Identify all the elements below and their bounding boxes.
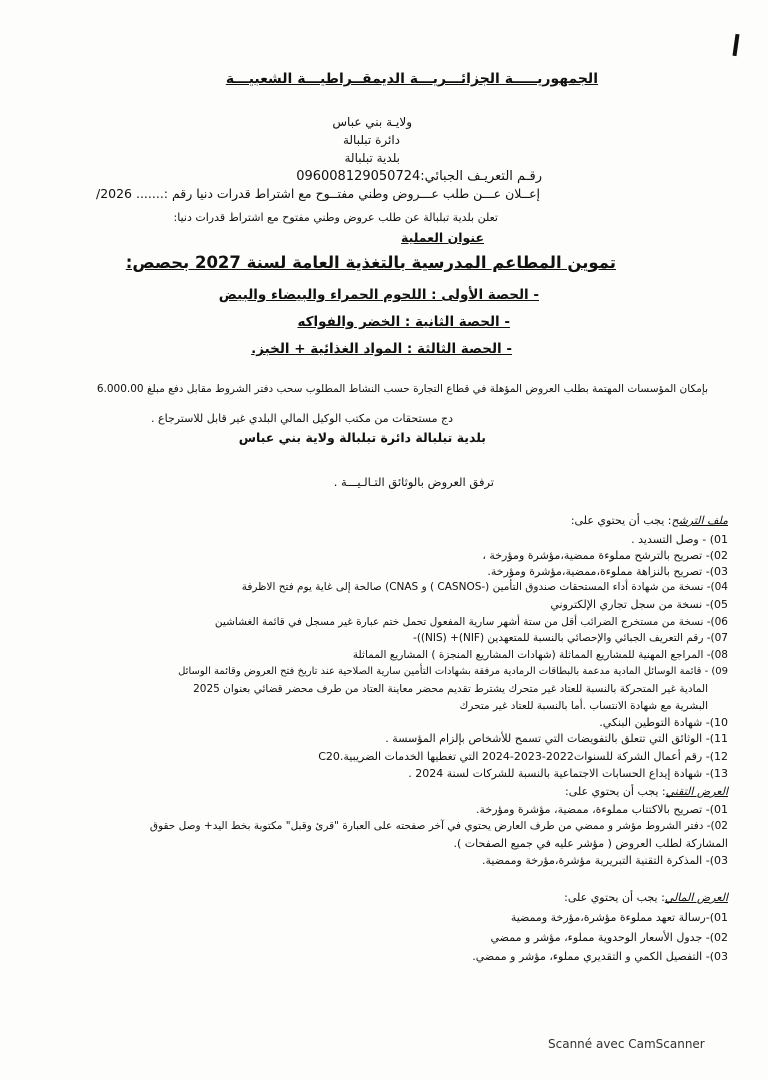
corner-pen-mark [732,34,739,56]
daira-line: دائرة تبلبالة [342,133,400,147]
financial-item-03: 03)- التفصيل الكمي و التقديري مملوء، مؤشر و ممضي. [472,950,728,963]
candidacy-item-01: 01) - وصل التسديد . [631,533,728,546]
candidacy-item-04: 04)- نسخة من شهادة أداء المستحقات صندوق التأمين (-CASNOS ) و CNAS) صالحة إلى غاية يوم فتح الاظرفة [241,581,728,593]
wilaya-line: ولايـة بني عباس [332,115,412,129]
candidacy-item-13: 13)- شهادة إيداع الحسابات الاجتماعية بالنسبة للشركات لسنة 2024 . [408,767,728,780]
conditions-line-1: بإمكان المؤسسات المهتمة بطلب العروض المؤهلة في قطاع التجارة حسب النشاط المطلوب سحب دفتر الشروط مقابل دفع مبلغ 6.000.00 [96,383,708,395]
candidacy-item-09-cont-2: البشرية مع شهادة الانتساب .أما بالنسبة للعتاد غير متحرك [459,700,708,712]
technical-intro: : يجب أن يحتوي على: [564,785,666,798]
fiscal-id: رقـم التعريـف الجبائي:096008129050724 [296,169,542,184]
technical-item-03: 03)- المذكرة التقنية التبريرية مؤشرة،مؤرخة وممضية. [482,854,728,867]
financial-item-02: 02)- جدول الأسعار الوحدوية مملوء، مؤشر و ممضي [490,931,728,944]
operation-title: تموين المطاعم المدرسية بالتغذية العامة لسنة 2027 بحصص: [125,253,616,272]
candidacy-item-09-cont-1: المادية غير المتحركة بالنسبة للعتاد غير متحرك يشترط تقديم محضر معاينة العتاد من طرف محضر قضائي بعنوان 2025 [193,683,708,695]
candidacy-item-12: 12)- رقم أعمال الشركة للسنوات2022-2023-2024 التي تغطيها الخدمات الضريبية.C20 [318,750,728,763]
financial-heading: العرض المالي [664,891,728,904]
candidacy-header [571,515,728,526]
announcement-body: تعلن بلدية تبلبالة عن طلب عروض وطني مفتوح مع اشتراط قدرات دنيا: [173,211,498,224]
candidacy-item-05: 05)- نسخة من سجل تجاري الإلكتروني [550,598,728,611]
candidacy-intro: : يجب أن يحتوي على: [570,514,672,527]
commune-line: بلدية تبلبالة دائرة تبلبالة ولاية بني عباس [238,430,486,445]
conditions-line-2: دج مستحقات من مكتب الوكيل المالي البلدي غير قابل للاسترجاع . [151,412,453,425]
candidacy-item-09: 09) - قائمة الوسائل المادية مدعمة بالبطاقات الرمادية مرفقة بشهادات التأمين سارية الصلاحية عند تاريخ فتح العروض وقائمة الوسائل [178,666,728,677]
republic-header: الجمهوريـــــة الجزائـــريـــة الديمقــراطيـــة الشعبيـــة [225,71,598,87]
documents-intro: ترفق العروض بالوثائق التـالـيـــة . [333,475,494,489]
lot-2: - الحصة الثانية : الخضر والفواكه [297,314,510,330]
financial-item-01: 01)-رسالة تعهد مملوءة مؤشرة،مؤرخة وممضية [510,911,728,924]
financial-header [564,892,728,903]
technical-item-02: 02)- دفتر الشروط مؤشر و ممضي من طرف العارض يحتوي في آخر صفحته على العبارة "قرئ وقبل" مكتوبة بخط اليد+ وصل حقوق [149,820,728,832]
candidacy-item-03: 03)- تصريح بالنزاهة مملوءة،ممضية،مؤشرة ومؤرخة. [487,565,728,578]
technical-item-01: 01)- تصريح بالاكتتاب مملوءة، ممضية، مؤشرة ومؤرخة. [476,803,728,816]
candidacy-item-08: 08)- المراجع المهنية للمشاريع المماثلة (شهادات المشاريع المنجزة ) المشاريع المماثلة [352,649,728,661]
candidacy-item-11: 11)- الوثائق التي تتعلق بالتفويضات التي تسمح للأشخاص بإلزام المؤسسة . [385,732,728,745]
lot-1: - الحصة الأولى : اللحوم الحمراء والبيضاء والبيض [218,287,539,303]
announcement-title: إعــلان عـــن طلب عـــروض وطني مفتــوح مع اشتراط قدرات دنيا رقم :....... 2026/ [95,186,540,201]
financial-intro: : يجب أن يحتوي على: [564,891,665,904]
technical-heading: العرض التقني [665,785,728,798]
commune-line-header: بلدية تبلبالة [344,151,400,165]
lot-3: - الحصة الثالثة : المواد الغذائية + الخبز. [251,341,512,357]
candidacy-item-06: 06)- نسخة من مستخرج الضرائب أقل من ستة أشهر سارية المفعول تحمل ختم عبارة غير مسجل في قائمة الغشاشين [214,616,728,628]
candidacy-item-10: 10)- شهادة التوطين البنكي. [599,716,728,729]
technical-header [565,786,728,797]
technical-item-02-cont: المشاركة لطلب العروض ( مؤشر عليه في جميع الصفحات ). [453,837,728,850]
operation-heading: عنوان العملية [401,230,484,245]
candidacy-item-02: 02)- تصريح بالترشح مملوءة ممضية،مؤشرة ومؤرخة ، [482,549,728,562]
scanner-watermark: Scanné avec CamScanner [548,1037,705,1051]
candidacy-heading: ملف الترشح [671,514,728,527]
candidacy-item-07: 07)- رقم التعريف الجبائي والإحصائي بالنسبة للمتعهدين (NIF)+ (NIS))- [413,632,728,644]
